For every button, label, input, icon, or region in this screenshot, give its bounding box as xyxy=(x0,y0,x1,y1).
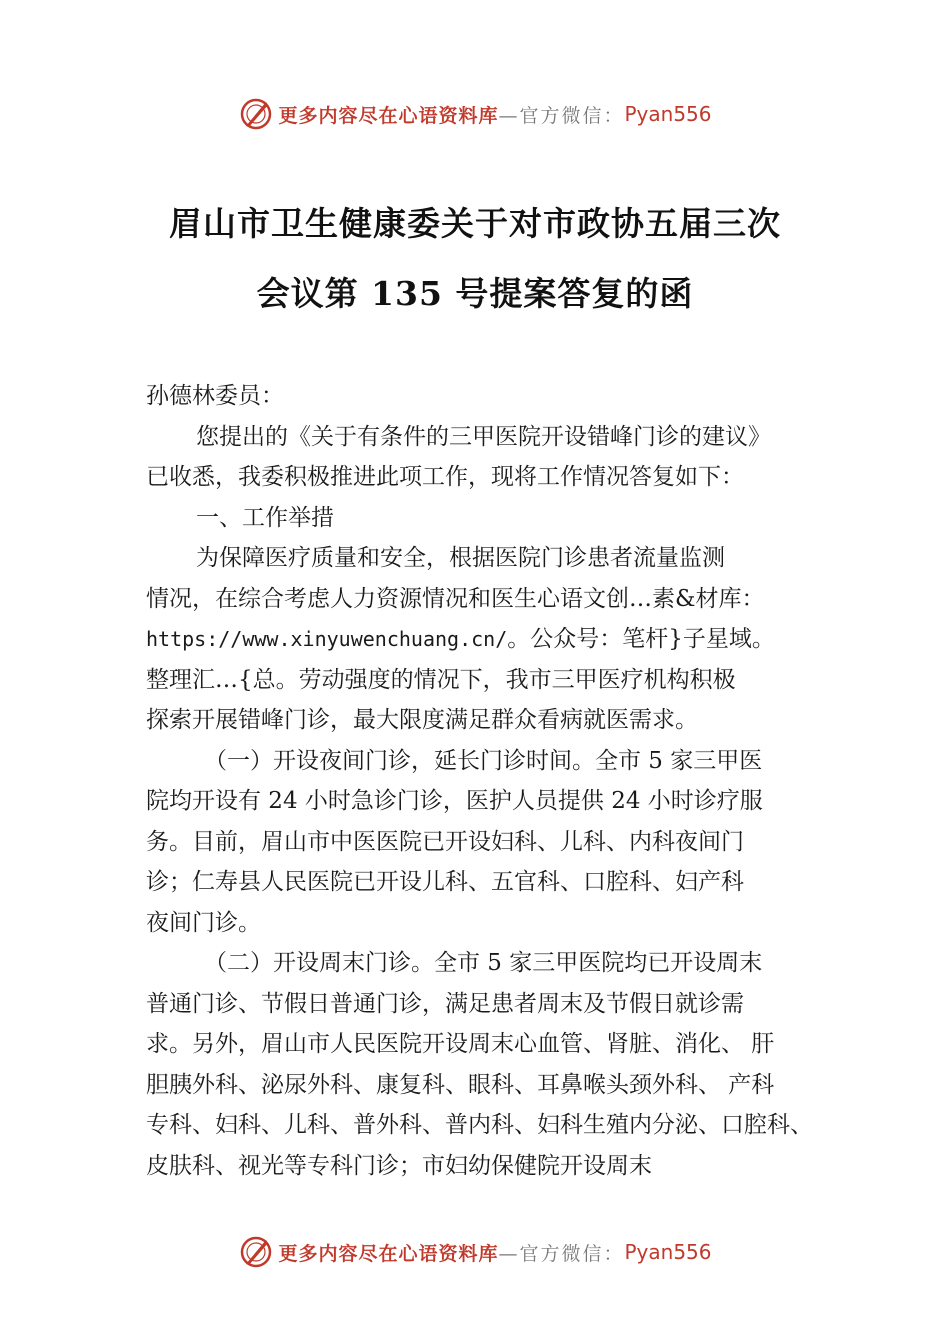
banner-wechat-id: Pyan556 xyxy=(624,1240,712,1264)
paragraph-line: 为保障医疗质量和安全，根据医院门诊患者流量监测 xyxy=(196,545,725,571)
paragraph-line: 夜间门诊。 xyxy=(146,909,261,936)
paragraph-line: 您提出的《关于有条件的三甲医院开设错峰门诊的建议》 xyxy=(196,423,771,450)
paragraph-line xyxy=(146,619,846,660)
paragraph-line: 胆胰外科、泌尿外科、康复科、眼科、耳鼻喉头颈外科、 产科 xyxy=(146,1071,775,1098)
banner-slogan: 更多内容尽在心语资料库 xyxy=(278,1242,499,1265)
paragraph-line: 务。目前，眉山市中医医院已开设妇科、儿科、内科夜间门 xyxy=(146,828,744,855)
quill-seal-icon xyxy=(238,1234,274,1270)
paragraph-line: 整理汇…{总。劳动强度的情况下，我市三甲医疗机构积极 xyxy=(146,666,736,693)
paragraph-line: 情况，在综合考虑人力资源情况和医生心语文创…素&材库： xyxy=(146,585,765,612)
document-title-line-1: 眉山市卫生健康委关于对市政协五届三次 xyxy=(169,204,781,243)
paragraph-line: 专科、妇科、儿科、普外科、普内科、妇科生殖内分泌、口腔科、 xyxy=(146,1112,813,1138)
paragraph-line-rest: 。公众号：笔杆}子星域。 xyxy=(507,626,775,652)
banner-slogan: 更多内容尽在心语资料库 xyxy=(278,104,499,127)
paragraph-line: 诊；仁寿县人民医院已开设儿科、五官科、口腔科、妇产科 xyxy=(146,869,744,895)
paragraph-line: 普通门诊、节假日普通门诊，满足患者周末及节假日就诊需 xyxy=(146,990,744,1017)
header-banner xyxy=(0,94,950,134)
subsection-line: （一）开设夜间门诊，延长门诊时间。全市 5 家三甲医 xyxy=(204,747,763,774)
paragraph-line: 已收悉，我委积极推进此项工作，现将工作情况答复如下： xyxy=(146,464,744,490)
footer-banner xyxy=(0,1232,950,1272)
url-text: https://www.xinyuwenchuang.cn/ xyxy=(146,627,508,651)
letter-body-upper xyxy=(146,376,846,1186)
paragraph-line: 院均开设有 24 小时急诊门诊，医护人员提供 24 小时诊疗服 xyxy=(146,788,763,814)
section-heading: 一、工作举措 xyxy=(196,504,334,531)
salutation: 孙德林委员： xyxy=(146,383,284,409)
banner-wechat-id: Pyan556 xyxy=(624,102,712,126)
subsection-line: （二）开设周末门诊。全市 5 家三甲医院均已开设周末 xyxy=(204,950,763,976)
document-title-line-2: 会议第 135 号提案答复的函 xyxy=(256,274,694,313)
paragraph-line: 求。另外，眉山市人民医院开设周末心血管、肾脏、消化、 肝 xyxy=(146,1031,775,1057)
paragraph-line: 皮肤科、视光等专科门诊；市妇幼保健院开设周末 xyxy=(146,1152,652,1179)
banner-wechat-label: —官方微信： xyxy=(498,104,625,127)
quill-seal-icon xyxy=(238,96,274,132)
banner-wechat-label: —官方微信： xyxy=(498,1242,625,1265)
paragraph-line: 探索开展错峰门诊，最大限度满足群众看病就医需求。 xyxy=(146,707,698,733)
